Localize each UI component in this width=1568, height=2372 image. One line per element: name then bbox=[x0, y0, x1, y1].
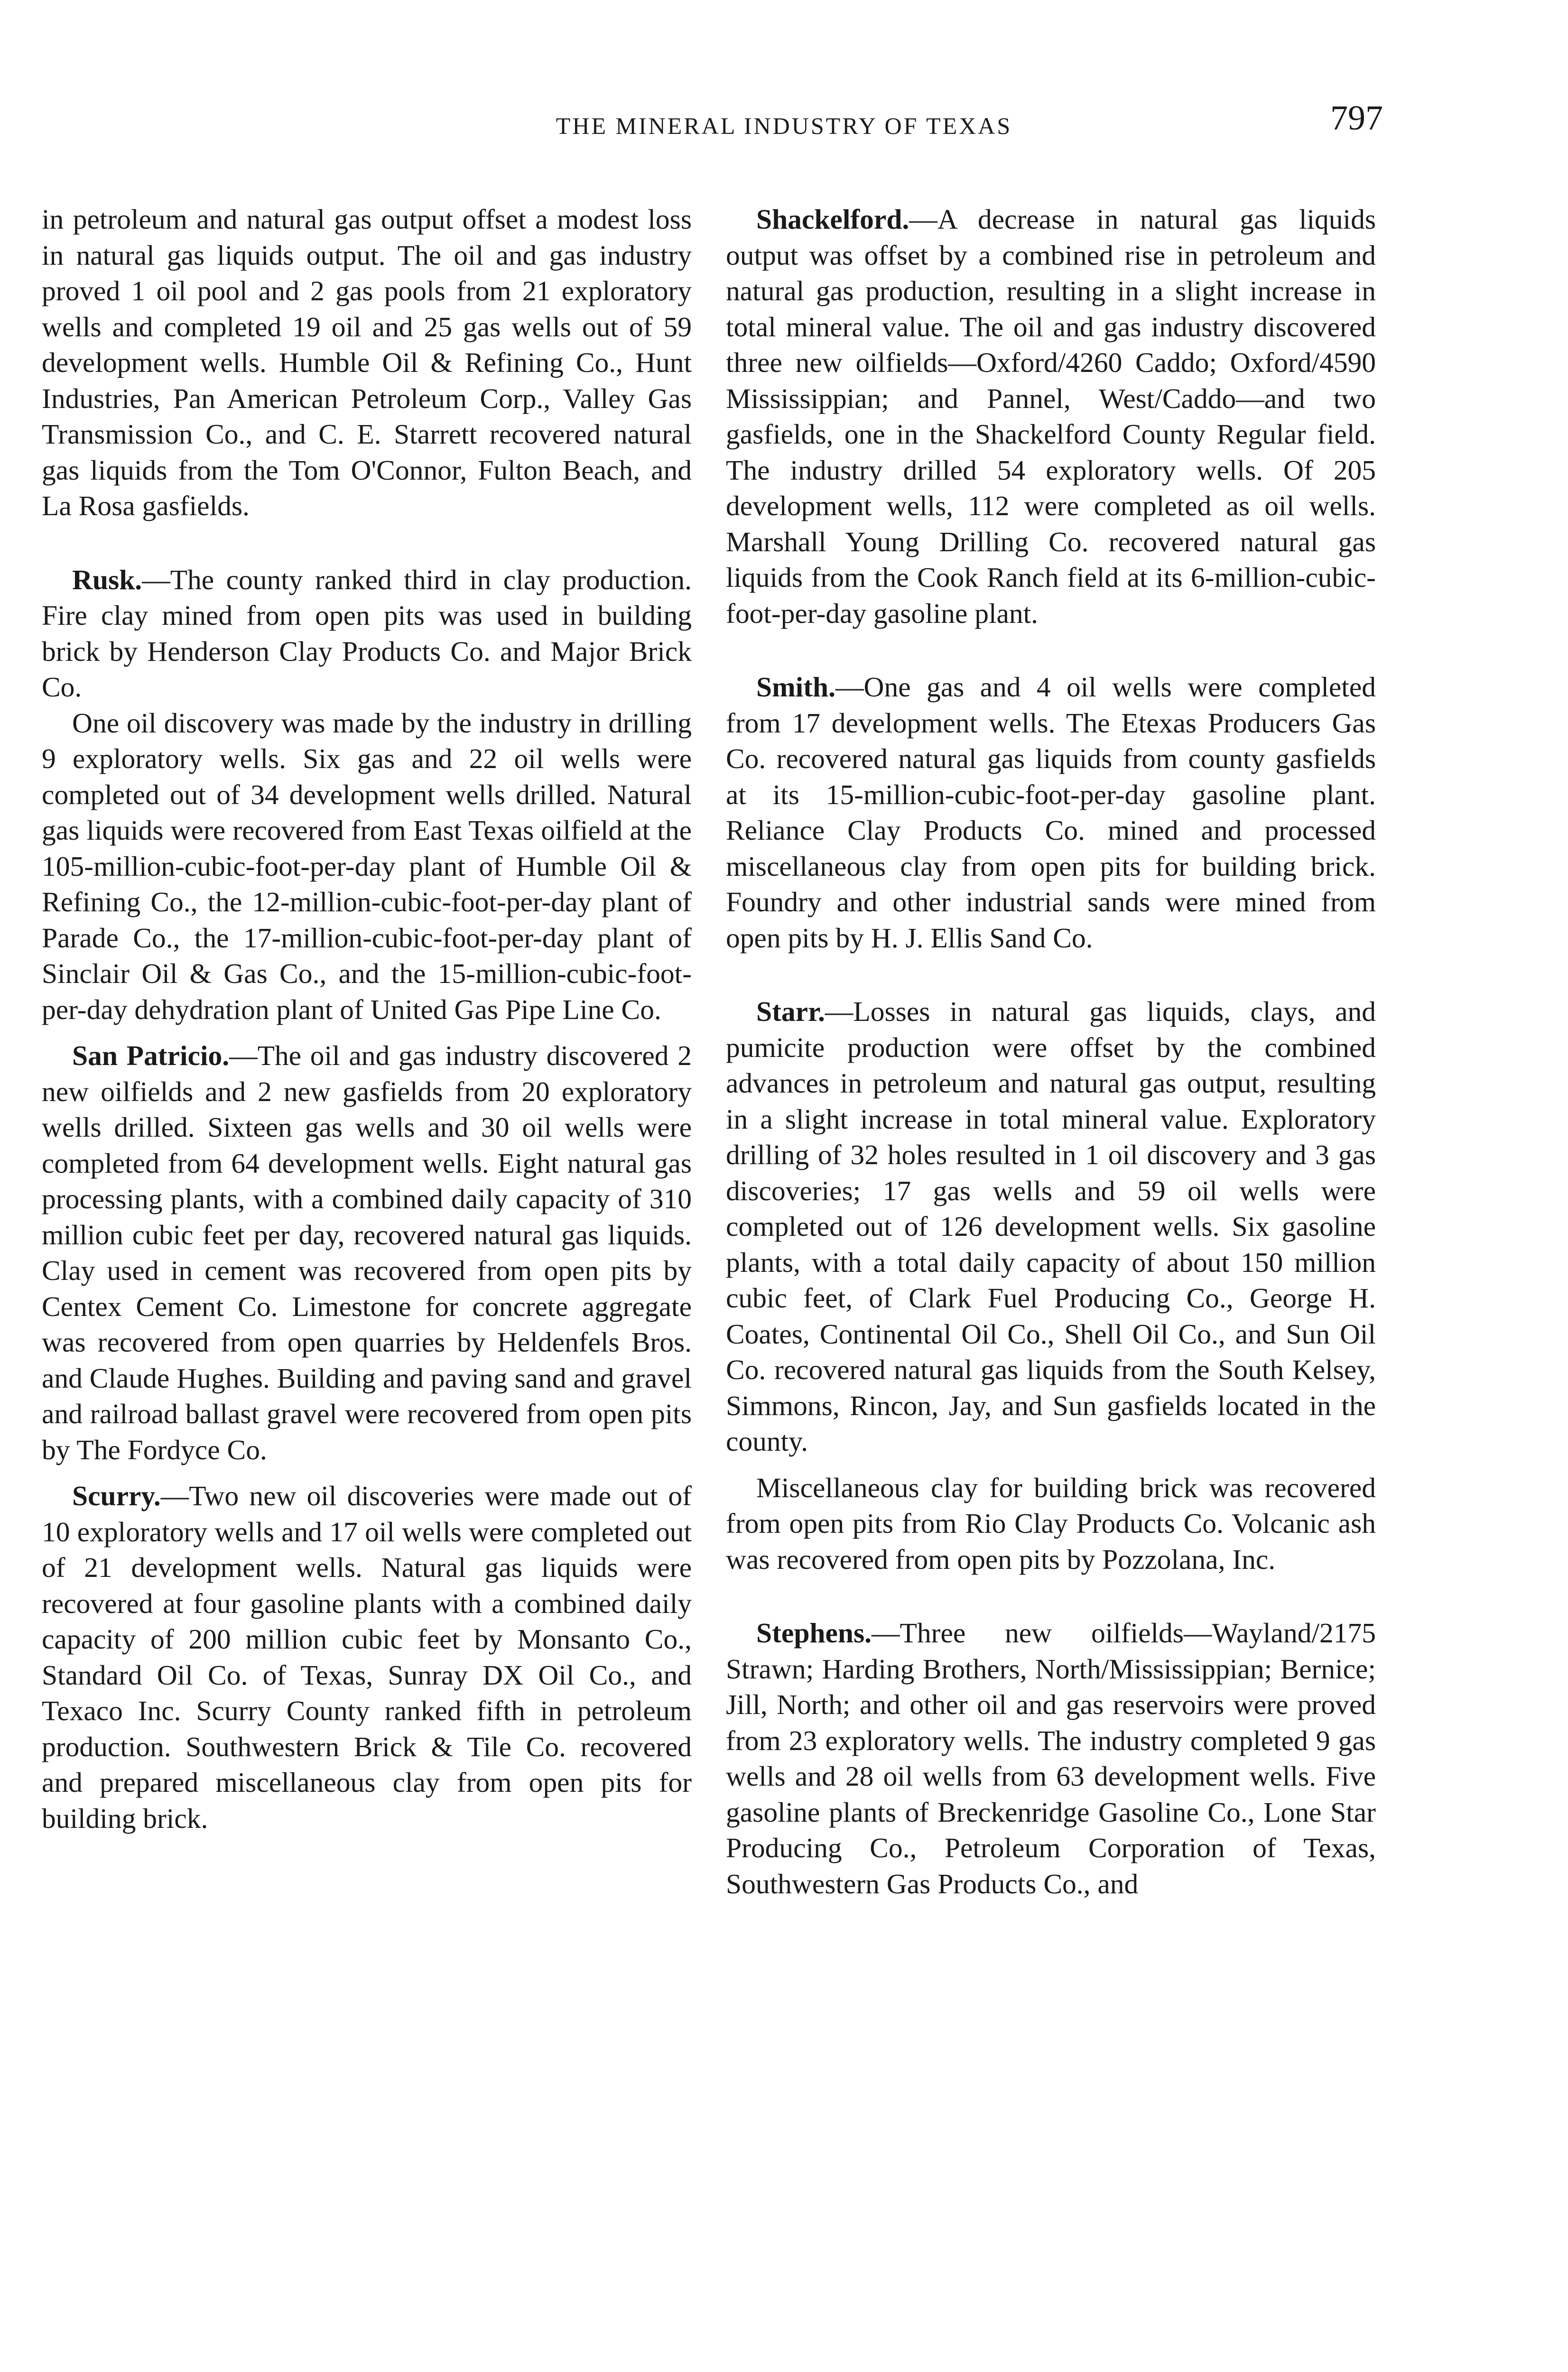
running-title: THE MINERAL INDUSTRY OF TEXAS bbox=[556, 112, 1012, 139]
county-heading-san-patricio: San Patricio. bbox=[72, 1040, 230, 1071]
paragraph-san-patricio bbox=[42, 1038, 692, 1468]
paragraph-starr bbox=[726, 994, 1376, 1460]
county-heading-smith: Smith. bbox=[756, 671, 835, 703]
county-heading-rusk: Rusk. bbox=[72, 564, 142, 595]
paragraph-text: in petroleum and natural gas output offset a modest loss in natural gas liquids output. The oil and gas industry proved 1 oil pool and 2 gas pools from 21 exploratory wells and completed 19 oil and 25 gas wells out of 59 development wells. Humble Oil & Refining Co., Hunt Industries, Pan American Petroleum Corp., Valley Gas Transmission Co., and C. E. Starrett recovered natural gas liquids from the Tom O'Connor, Fulton Beach, and La Rosa gasfields. bbox=[42, 204, 692, 521]
paragraph-smith bbox=[726, 669, 1376, 956]
page-number: 797 bbox=[1330, 99, 1383, 138]
county-heading-shackelford: Shackelford. bbox=[756, 204, 909, 235]
paragraph-scurry bbox=[42, 1478, 692, 1836]
paragraph-text: —Two new oil discoveries were made out of 10 exploratory wells and 17 oil wells were completed out of 21 development wells. Natural gas liquids were recovered at four gasoline plants with a combined daily capacity of 200 million cubic feet by Monsanto Co., Standard Oil Co. of Texas, Sunray DX Oil Co., and Texaco Inc. Scurry County ranked fifth in petroleum production. Southwestern Brick & Tile Co. recovered and prepared miscellaneous clay from open pits for building brick. bbox=[42, 1480, 692, 1834]
paragraph-continued bbox=[42, 202, 692, 524]
paragraph-text: —The oil and gas industry discovered 2 new oilfields and 2 new gasfields from 20 exploratory wells drilled. Sixteen gas wells and 30 oil wells were completed from 64 development wells. Eight natural gas processing plants, with a combined daily capacity of 310 million cubic feet per day, recovered natural gas liquids. Clay used in cement was recovered from open pits by Centex Cement Co. Limestone for concrete aggregate was recovered from open quarries by Heldenfels Bros. and Claude Hughes. Building and paving sand and gravel and railroad ballast gravel were recovered from open pits by The Fordyce Co. bbox=[42, 1040, 692, 1465]
paragraph-shackelford bbox=[726, 202, 1376, 631]
paragraph-text: —One gas and 4 oil wells were completed from 17 development wells. The Etexas Producers Gas Co. recovered natural gas liquids from county gasfields at its 15-million-cubic-foot-per-day gasoline plant. Reliance Clay Products Co. mined and processed miscellaneous clay from open pits for building brick. Foundry and other industrial sands were mined from open pits by H. J. Ellis Sand Co. bbox=[726, 671, 1376, 954]
paragraph-starr-continued bbox=[726, 1470, 1376, 1578]
paragraph-rusk bbox=[42, 562, 692, 705]
paragraph-text: —Three new oilfields—Wayland/2175 Strawn; Harding Brothers, North/Mississippian; Bernice; Jill, North; and other oil and gas reservoirs were proved from 23 exploratory wells. The industry completed 9 gas wells and 28 oil wells from 63 development wells. Five gasoline plants of Breckenridge Gasoline Co., Lone Star Producing Co., Petroleum Corporation of Texas, Southwestern Gas Products Co., and bbox=[726, 1617, 1376, 1899]
paragraph-text: Miscellaneous clay for building brick was recovered from open pits from Rio Clay Products Co. Volcanic ash was recovered from open pits by Pozzolana, Inc. bbox=[726, 1472, 1376, 1575]
paragraph-text: One oil discovery was made by the industry in drilling 9 exploratory wells. Six gas and 22 oil wells were completed out of 34 development wells drilled. Natural gas liquids were recovered from East Texas oilfield at the 105-million-cubic-foot-per-day plant of Humble Oil & Refining Co., the 12-million-cubic-foot-per-day plant of Parade Co., the 17-million-cubic-foot-per-day plant of Sinclair Oil & Gas Co., and the 15-million-cubic-foot-per-day dehydration plant of United Gas Pipe Line Co. bbox=[42, 707, 692, 1025]
paragraph-text: —A decrease in natural gas liquids output was offset by a combined rise in petroleum and natural gas production, resulting in a slight increase in total mineral value. The oil and gas industry discovered three new oilfields—Oxford/4260 Caddo; Oxford/4590 Mississippian; and Pannel, West/Caddo—and two gasfields, one in the Shackelford County Regular field. The industry drilled 54 exploratory wells. Of 205 development wells, 112 were completed as oil wells. Marshall Young Drilling Co. recovered natural gas liquids from the Cook Ranch field at its 6-million-cubic-foot-per-day gasoline plant. bbox=[726, 204, 1376, 629]
county-heading-stephens: Stephens. bbox=[756, 1617, 872, 1649]
paragraph-rusk-continued bbox=[42, 705, 692, 1028]
left-column bbox=[42, 202, 692, 1836]
paragraph-text: —Losses in natural gas liquids, clays, and pumicite production were offset by the combined advances in petroleum and natural gas output, resulting in a slight increase in total mineral value. Exploratory drilling of 32 holes resulted in 1 oil discovery and 3 gas discoveries; 17 gas wells and 59 oil wells were completed out of 126 development wells. Six gasoline plants, with a total daily capacity of about 150 million cubic feet, of Clark Fuel Producing Co., George H. Coates, Continental Oil Co., Shell Oil Co., and Sun Oil Co. recovered natural gas liquids from the South Kelsey, Simmons, Rincon, Jay, and Sun gasfields located in the county. bbox=[726, 996, 1376, 1457]
county-heading-scurry: Scurry. bbox=[72, 1480, 161, 1511]
county-heading-starr: Starr. bbox=[756, 996, 825, 1027]
paragraph-text: —The county ranked third in clay production. Fire clay mined from open pits was used in building brick by Henderson Clay Products Co. and Major Brick Co. bbox=[42, 564, 692, 703]
right-column bbox=[726, 202, 1376, 1902]
paragraph-stephens bbox=[726, 1615, 1376, 1902]
